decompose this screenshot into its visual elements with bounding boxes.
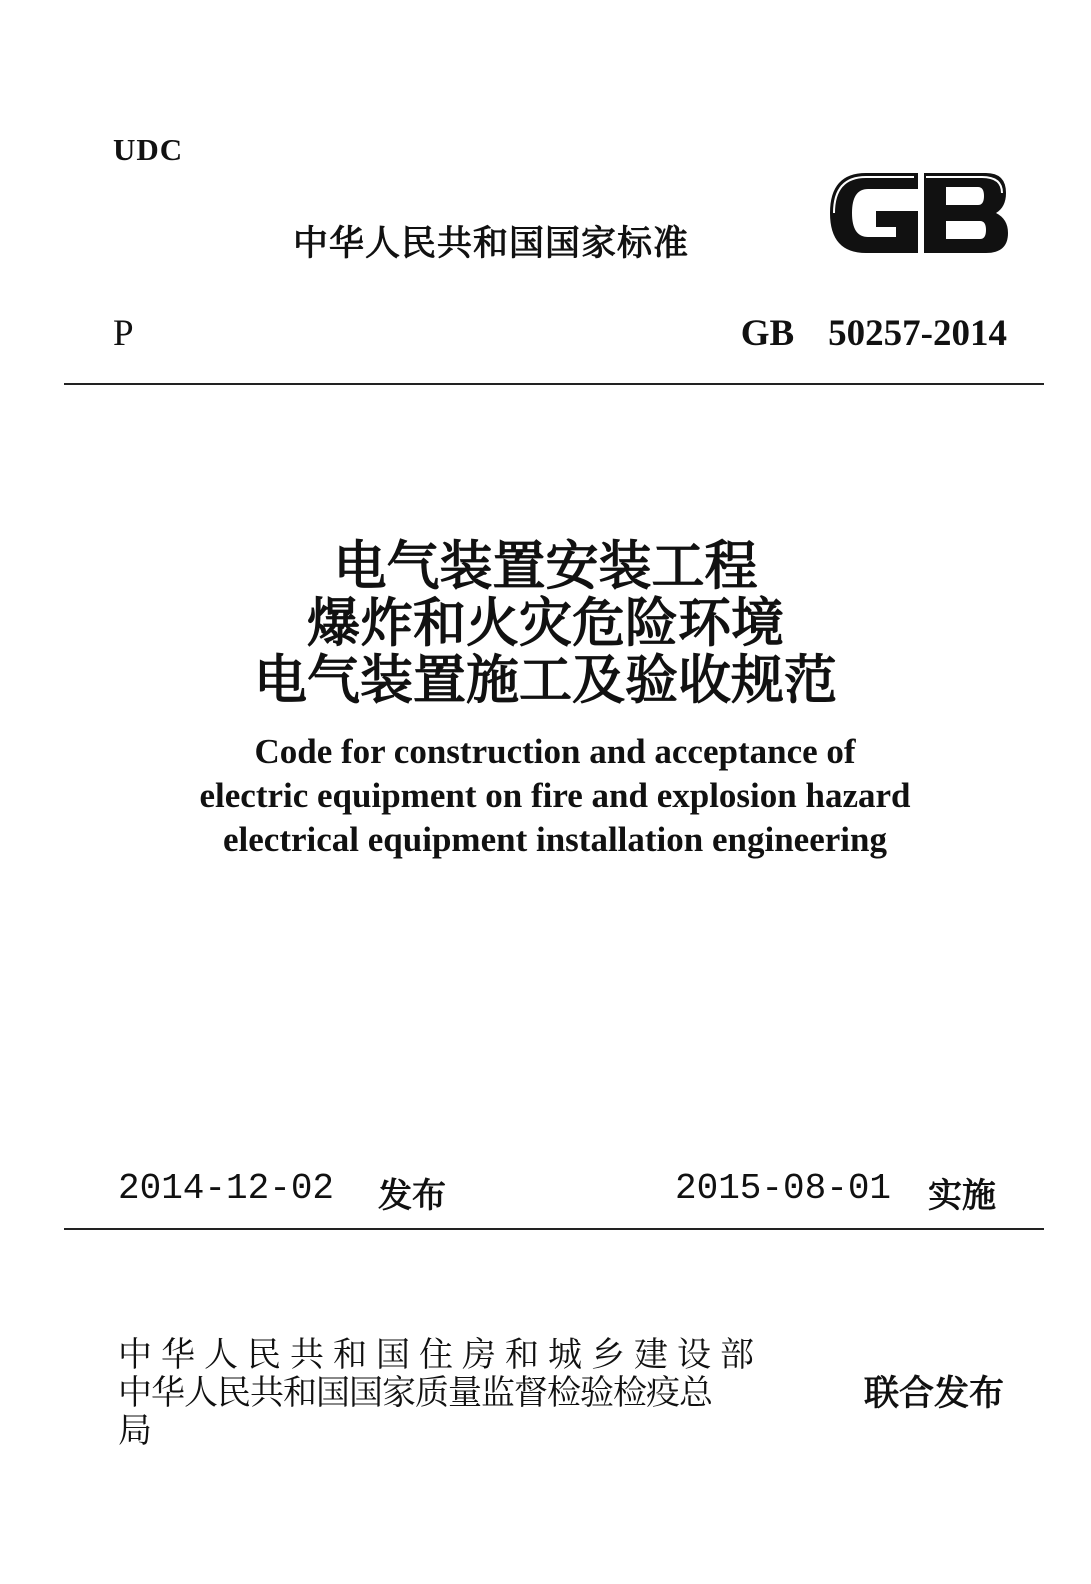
udc-label: UDC <box>113 132 184 167</box>
effective-date: 2015-08-01 <box>675 1168 892 1209</box>
issuer-line-3: 局 <box>118 1411 152 1451</box>
title-cn-line-3: 电气装置施工及验收规范 <box>254 649 837 711</box>
bottom-divider <box>64 1228 1044 1230</box>
national-standard-heading: 中华人民共和国国家标准 <box>293 224 690 264</box>
standard-number <box>741 312 1007 355</box>
gb-logo <box>826 165 1010 261</box>
standard-code: 50257-2014 <box>828 313 1007 354</box>
effective-label: 实施 <box>928 1176 996 1216</box>
issuer-line-2: 中华人民共和国国家质量监督检验检疫总 <box>118 1373 712 1413</box>
top-divider <box>64 383 1044 385</box>
title-en-line-3: electrical equipment installation engineering <box>223 820 887 859</box>
title-cn-line-2: 爆炸和火灾危险环境 <box>307 592 784 654</box>
publish-date: 2014-12-02 <box>118 1168 335 1209</box>
title-cn-line-1: 电气装置安装工程 <box>333 535 758 597</box>
issuer-line-1: 中华人民共和国住房和城乡建设部 <box>118 1335 763 1375</box>
standard-prefix: GB <box>740 313 795 354</box>
title-en-line-1: Code for construction and acceptance of <box>254 732 856 771</box>
joint-issue-label: 联合发布 <box>864 1374 1005 1414</box>
publish-label: 发布 <box>378 1176 446 1216</box>
classification-code: P <box>113 313 134 354</box>
title-en-line-2: electric equipment on fire and explosion hazard <box>199 776 911 815</box>
